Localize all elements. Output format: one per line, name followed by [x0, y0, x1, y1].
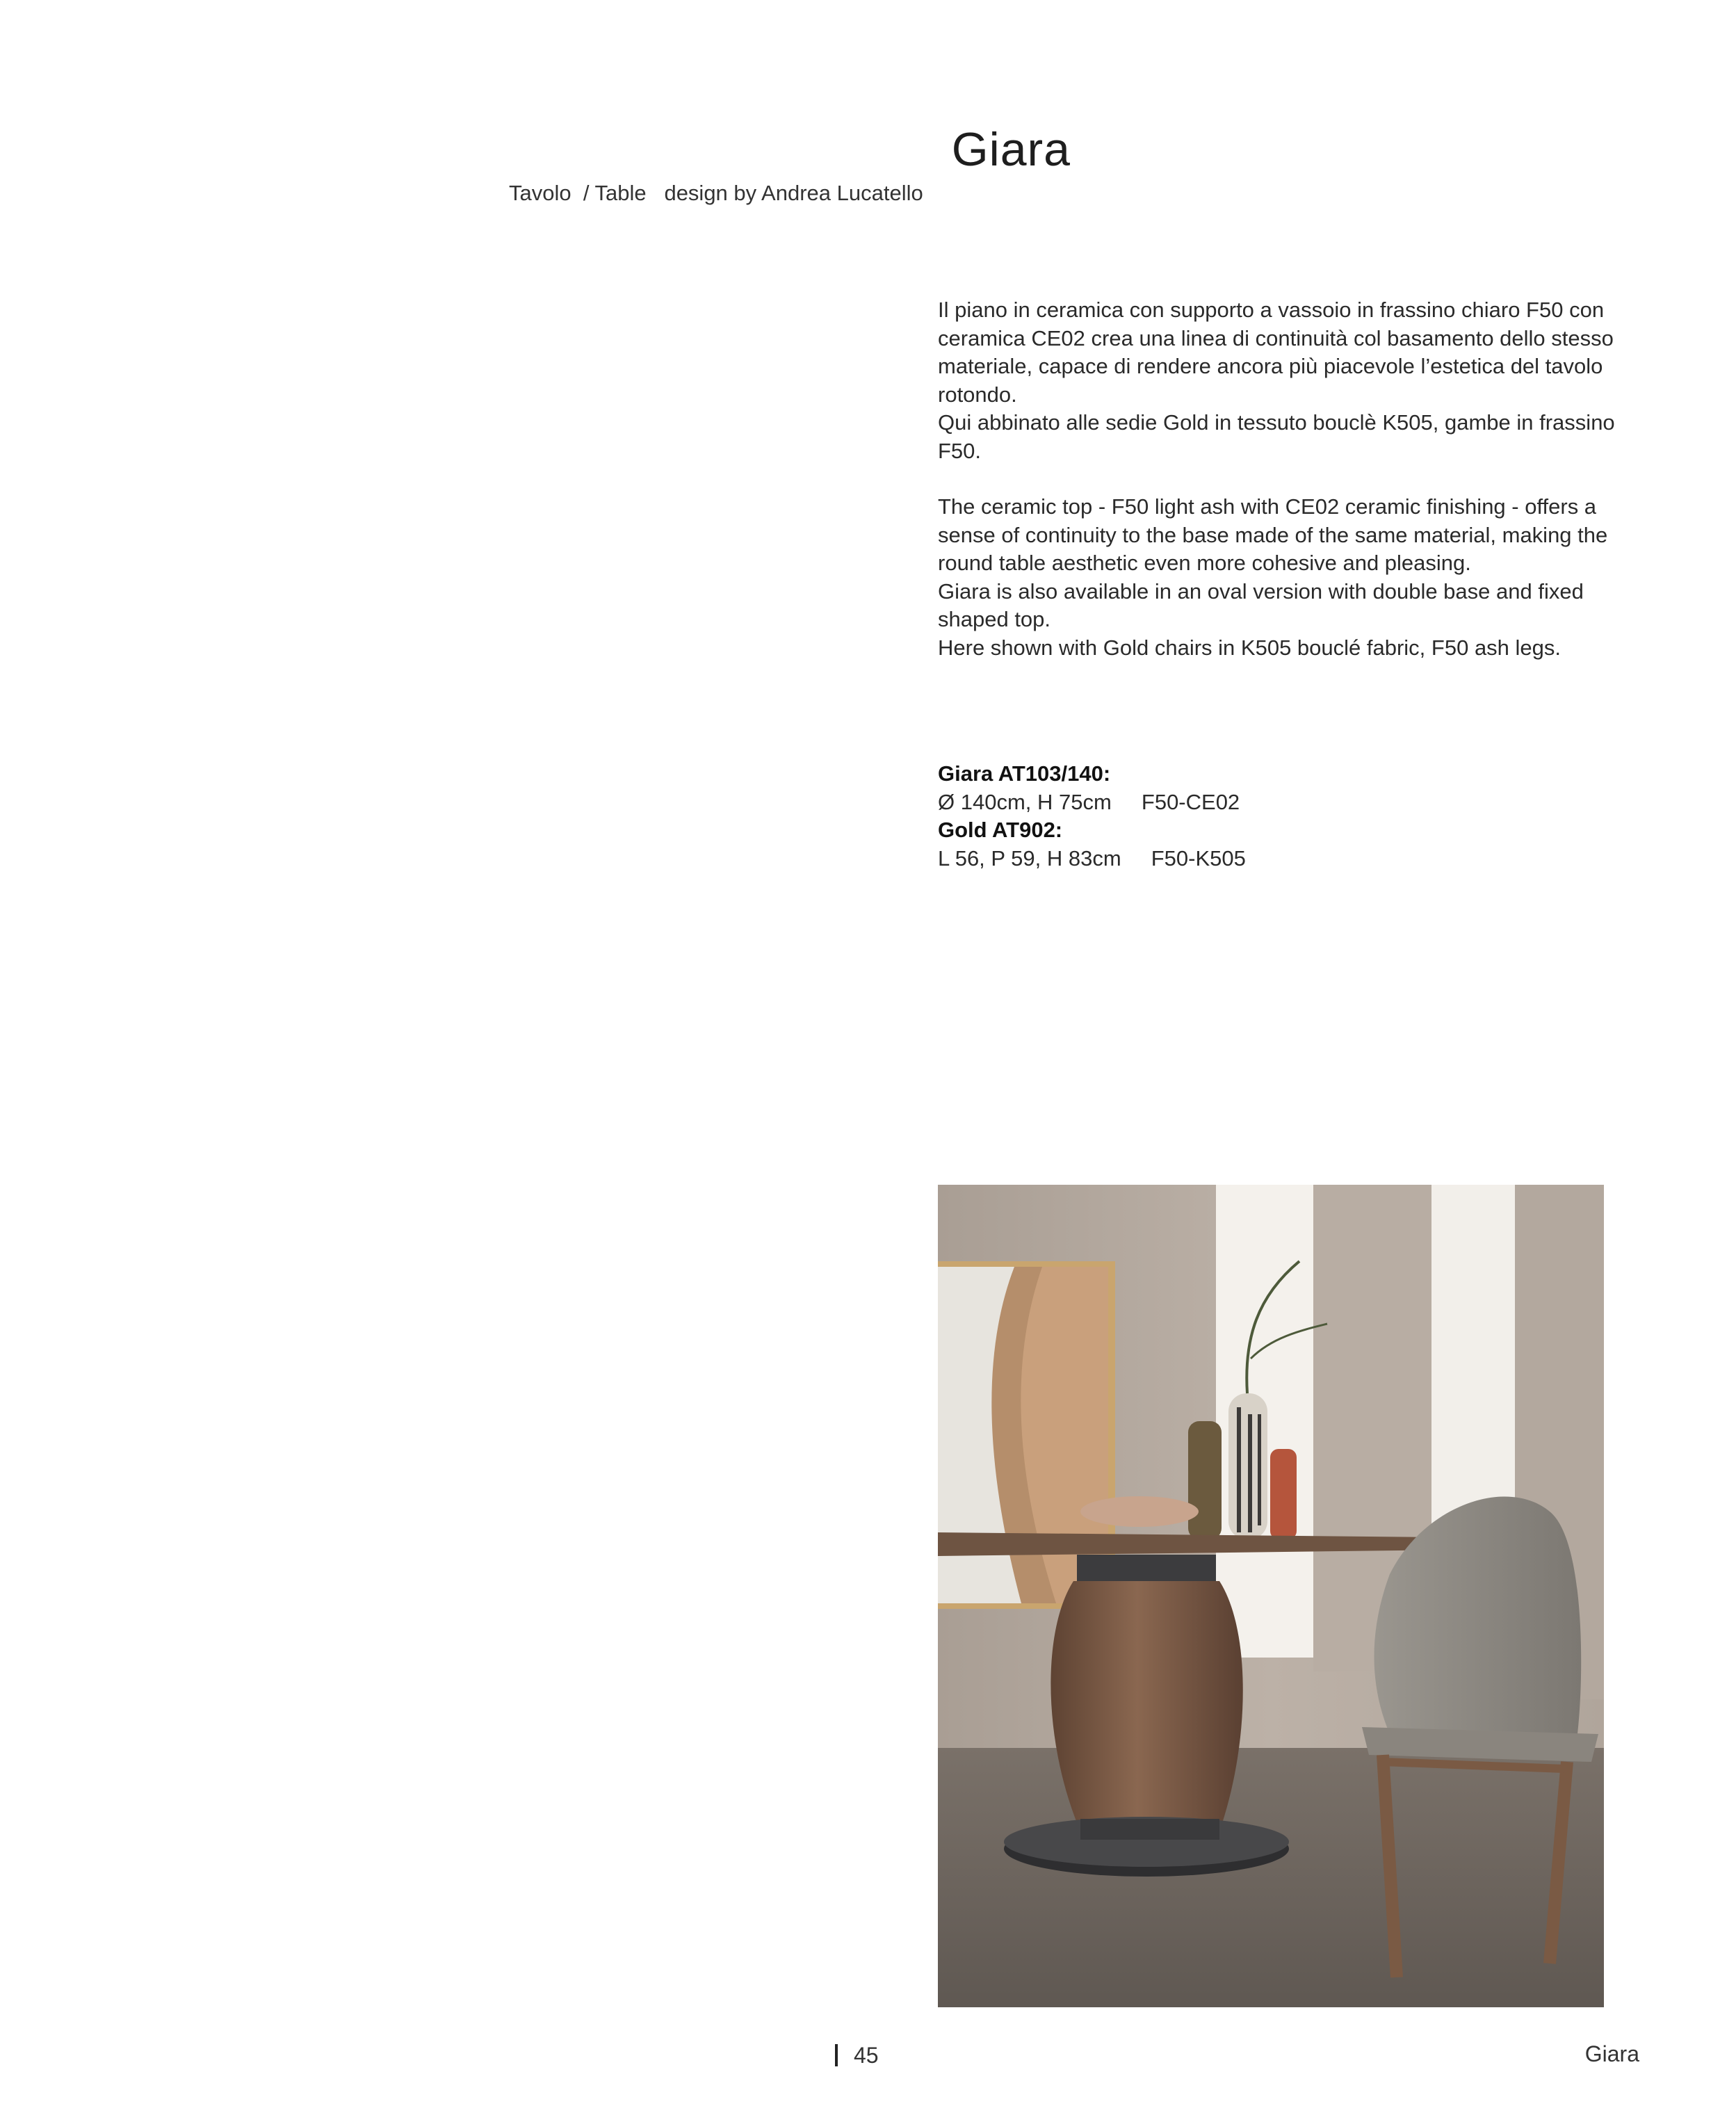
spec-row-chair	[938, 845, 1564, 873]
product-subtitle: Tavolo / Table design by Andrea Lucatello	[509, 181, 923, 205]
carpet	[938, 1748, 1604, 2007]
spec-finish-table: F50-CE02	[1141, 789, 1240, 814]
page-title: Giara	[951, 123, 1071, 176]
footer-divider	[835, 2044, 838, 2066]
decorative-bowl	[1080, 1496, 1199, 1527]
product-description	[938, 296, 1647, 662]
product-photo	[938, 1185, 1604, 2007]
vase-brown	[1188, 1421, 1222, 1539]
footer-section-title: Giara	[1584, 2041, 1639, 2066]
spec-name-table: Giara AT103/140:	[938, 761, 1111, 786]
description-english: The ceramic top - F50 light ash with CE02 ceramic finishing - offers a sense of continuity to the base made of the same material, making the round table aesthetic even more cohesive and pleasing. Giara is also available in an oval version with double base and fixed shaped top. Here shown with Gold chairs in K505 bouclé fabric, F50 ash legs.	[938, 494, 1608, 660]
vase-orange	[1270, 1449, 1297, 1539]
page-number: 45	[854, 2043, 879, 2068]
spec-dimensions-chair: L 56, P 59, H 83cm	[938, 845, 1121, 870]
spec-dimensions-table: Ø 140cm, H 75cm	[938, 789, 1112, 814]
product-photo-illustration	[938, 1185, 1604, 2007]
table-base-barrel	[1050, 1581, 1242, 1831]
spec-row-table	[938, 788, 1564, 817]
product-specs	[938, 760, 1564, 873]
spec-name-chair: Gold AT902:	[938, 818, 1063, 842]
spec-finish-chair: F50-K505	[1151, 845, 1246, 870]
description-italian: Il piano in ceramica con supporto a vassoio in frassino chiaro F50 con ceramica CE02 crea una linea di continuità col basamento dello stesso materiale, capace di rendere ancora più piacevole l’estetica del tavolo rotondo. Qui abbinato alle sedie Gold in tessuto bouclè K505, gambe in frassino F50.	[938, 298, 1615, 463]
